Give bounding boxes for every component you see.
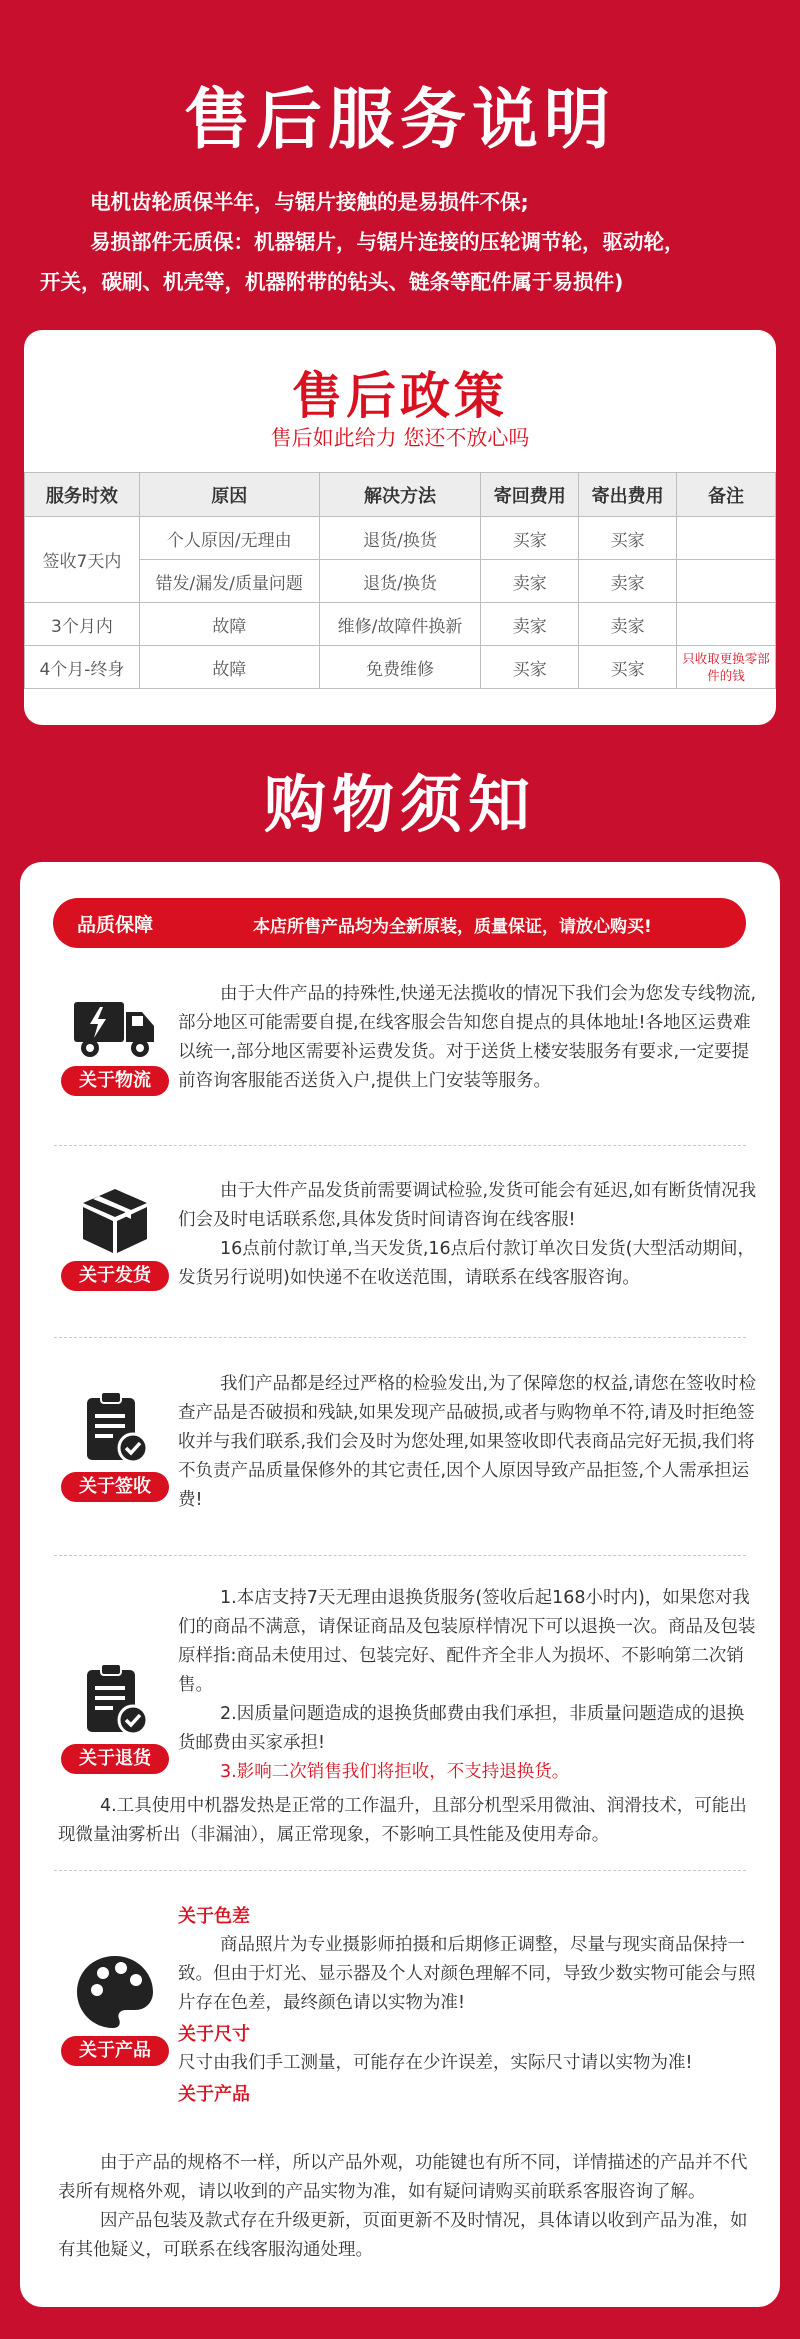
note-cell: 只收取更换零部件的钱 [677,646,776,689]
shipping-icon-group [60,1187,170,1291]
returns-text-4-block [58,1792,748,1850]
product-text-full-block [58,2149,748,2265]
returns-text-1: 1.本店支持7天无理由退换货服务(签收后起168小时内)，如果您对我们的商品不满意，请保证商品及包装原样情况下可以退换一次。商品及包装原样指:商品未使用过、包装完好、配件齐全非人为损坏、不影响第二次销售。 [178,1588,756,1695]
logistics-badge: 关于物流 [61,1066,169,1096]
divider [54,1145,746,1146]
solution-cell: 免费维修 [319,646,481,689]
intro-line-3: 开关，碳刷、机壳等，机器附带的钻头、链条等配件属于易损件) [40,270,624,294]
return-fee-cell: 卖家 [481,560,579,603]
policy-table [24,472,776,689]
column-header: 寄回费用 [481,473,579,517]
receipt-text: 我们产品都是经过严格的检验发出,为了保障您的权益,请您在签收时检查产品是否破损和残缺,如果发现产品破损,或者与购物单不符,请及时拒绝签收并与我们联系,我们会及时为您处理,如果签收即代表商品完好无损,我们将不负责产品质量保修外的其它责任,因个人原因导致产品拒签,个人需承担运费! [178,1374,757,1510]
shipping-text-2: 16点前付款订单,当天发货,16点后付款订单次日发货(大型活动期间，发货另行说明)如快递不在收送范围，请联系在线客服咨询。 [178,1239,755,1288]
warranty-intro [40,182,770,302]
page-title: 售后服务说明 [184,81,616,158]
intro-line-2: 易损部件无质保：机器锯片，与锯片连接的压轮调节轮，驱动轮， [90,230,685,254]
clipboard-check-icon [79,1662,151,1738]
shipping-text-1: 由于大件产品发货前需要调试检验,发货可能会有延迟,如有断货情况我们会及时电话联系您,具体发货时间请咨询在线客服! [178,1181,757,1230]
column-header: 原因 [139,473,319,517]
size-text: 尺寸由我们手工测量，可能存在少许误差，实际尺寸请以实物为准! [178,2053,693,2073]
color-difference-heading: 关于色差 [178,1906,250,1927]
returns-badge: 关于退货 [61,1744,169,1774]
returns-text-2: 2.因质量问题造成的退换货邮费由我们承担，非质量问题造成的退换货邮费由买家承担! [178,1704,745,1753]
column-header: 解决方法 [319,473,481,517]
table-header-row [25,473,776,517]
quality-label: 品质保障 [77,914,154,936]
box-icon [79,1187,151,1255]
solution-cell: 退货/换货 [319,517,481,560]
logistics-text-block [178,980,758,1096]
send-fee-cell: 卖家 [579,560,677,603]
note-cell [677,560,776,603]
quality-text: 本店所售产品均为全新原装，质量保证，请放心购买! [253,917,652,937]
product-badge: 关于产品 [61,2036,169,2066]
color-difference-text: 商品照片为专业摄影师拍摄和后期修正调整，尽量与现实商品保持一致。但由于灯光、显示器及个人对颜色理解不同，导致少数实物可能会与照片存在色差，最终颜色请以实物为准! [178,1935,756,2013]
period-cell: 4个月-终身 [25,646,140,689]
return-fee-cell: 买家 [481,646,579,689]
product-text-2: 因产品包装及款式存在升级更新，页面更新不及时情况，具体请以收到产品为准，如有其他疑义，可联系在线客服沟通处理。 [58,2211,748,2260]
return-fee-cell: 卖家 [481,603,579,646]
truck-icon [72,998,158,1060]
product-icon-group [60,1954,170,2066]
send-fee-cell: 买家 [579,646,677,689]
column-header: 服务时效 [25,473,140,517]
reason-cell: 个人原因/无理由 [139,517,319,560]
divider [54,1870,746,1871]
intro-line-1: 电机齿轮质保半年，与锯片接触的是易损件不保; [90,190,529,214]
palette-icon [75,1954,155,2030]
clipboard-check-icon [79,1390,151,1466]
reason-cell: 故障 [139,603,319,646]
shipping-badge: 关于发货 [61,1261,169,1291]
table-row [25,517,776,560]
policy-title: 售后政策 [292,367,508,425]
shopping-notice-card [20,862,780,2307]
column-header: 备注 [677,473,776,517]
returns-icon-group [60,1662,170,1774]
reason-cell: 故障 [139,646,319,689]
returns-text-4: 4.工具使用中机器发热是正常的工作温升，且部分机型采用微油、润滑技术，可能出现微量油雾析出（非漏油），属正常现象，不影响工具性能及使用寿命。 [58,1796,747,1845]
receipt-icon-group [60,1390,170,1502]
send-fee-cell: 卖家 [579,603,677,646]
table-row [25,603,776,646]
send-fee-cell: 买家 [579,517,677,560]
product-heading: 关于产品 [178,2084,250,2105]
returns-text-3: 3.影响二次销售我们将拒收，不支持退换货。 [220,1762,570,1782]
period-cell: 3个月内 [25,603,140,646]
solution-cell: 维修/故障件换新 [319,603,481,646]
after-sales-policy-card [24,330,776,725]
product-text-block [178,1902,758,2109]
quality-guarantee-bar [53,898,746,948]
returns-text-block [178,1584,758,1787]
period-cell: 签收7天内 [25,517,140,603]
note-cell [677,603,776,646]
solution-cell: 退货/换货 [319,560,481,603]
reason-cell: 错发/漏发/质量问题 [139,560,319,603]
divider [54,1337,746,1338]
column-header: 寄出费用 [579,473,677,517]
return-fee-cell: 买家 [481,517,579,560]
receipt-text-block [178,1370,758,1515]
divider [54,1555,746,1556]
table-row [25,646,776,689]
policy-subtitle: 售后如此给力 您还不放心吗 [270,426,530,450]
size-heading: 关于尺寸 [178,2024,250,2045]
logistics-text: 由于大件产品的持殊性,快递无法揽收的情况下我们会为您发专线物流,部分地区可能需要自提,在线客服会告知您自提点的具体地址!各地区运费难以统一,部分地区需要补运费发货。对于送货上楼安装服务有要求,一定要提前咨询客服能否送货入户,提供上门安装等服务。 [178,984,757,1091]
logistics-icon-group [60,998,170,1096]
note-cell [677,517,776,560]
receipt-badge: 关于签收 [61,1472,169,1502]
shipping-text-block [178,1177,758,1293]
product-text-1: 由于产品的规格不一样，所以产品外观，功能键也有所不同，详情描述的产品并不代表所有规格外观，请以收到的产品实物为准，如有疑问请购买前联系客服咨询了解。 [58,2153,748,2202]
shopping-notice-title: 购物须知 [263,768,536,841]
